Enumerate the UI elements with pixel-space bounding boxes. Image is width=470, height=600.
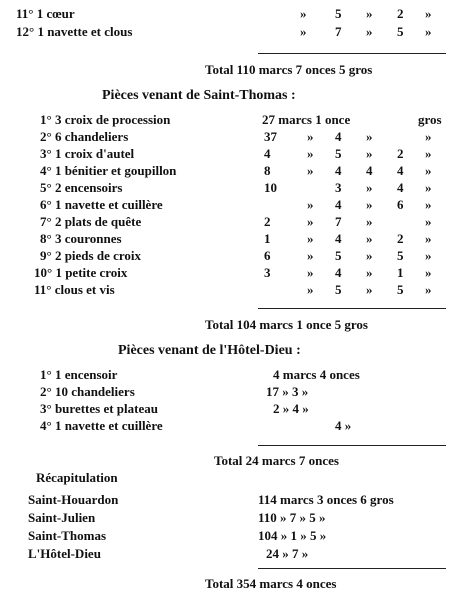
row-label: 4° 1 bénitier et goupillon (40, 163, 177, 178)
row-label: L'Hôtel-Dieu (28, 546, 101, 561)
row-cell: » (425, 163, 432, 178)
row-cell: 27 marcs 1 once (262, 112, 351, 127)
row-cell: 1 (264, 231, 271, 246)
row-cell: 24 » 7 » (266, 546, 309, 561)
row-label: 10° 1 petite croix (34, 265, 128, 280)
row-cell: 2 (397, 6, 404, 21)
section-heading: Récapitulation (36, 470, 118, 485)
row-cell: 6 (264, 248, 271, 263)
row-cell: 2 (397, 146, 404, 161)
row-cell: » (307, 146, 314, 161)
row-cell: 4 (335, 197, 342, 212)
row-label: 8° 3 couronnes (40, 231, 122, 246)
row-cell: » (366, 180, 373, 195)
row-cell: » (307, 129, 314, 144)
row-label: 2° 6 chandeliers (40, 129, 129, 144)
row-cell: » (366, 265, 373, 280)
row-cell: 4 (335, 265, 342, 280)
row-cell: » (425, 6, 432, 21)
row-cell: » (425, 265, 432, 280)
row-cell: 2 (397, 231, 404, 246)
total-rule (258, 568, 446, 569)
row-cell: 10 (264, 180, 277, 195)
row-cell: 5 (397, 24, 404, 39)
row-cell: 4 (397, 163, 404, 178)
row-label: 11° 1 cœur (16, 6, 75, 21)
row-cell: » (307, 282, 314, 297)
row-cell: 5 (335, 282, 342, 297)
row-label: 1° 3 croix de procession (40, 112, 171, 127)
row-cell: 2 » 4 » (273, 401, 309, 416)
row-cell: 4 (397, 180, 404, 195)
section-heading: Pièces venant de l'Hôtel-Dieu : (118, 343, 301, 358)
row-cell: 7 (335, 214, 342, 229)
row-cell: 4 (366, 163, 373, 178)
row-label: 7° 2 plats de quête (40, 214, 142, 229)
row-label: 11° clous et vis (34, 282, 115, 297)
row-cell: 110 » 7 » 5 » (258, 510, 326, 525)
row-cell: » (366, 129, 373, 144)
row-cell: 6 (397, 197, 404, 212)
row-cell: » (366, 146, 373, 161)
row-label: 12° 1 navette et clous (16, 24, 133, 39)
row-label: Saint-Thomas (28, 528, 107, 543)
row-cell: » (425, 214, 432, 229)
row-cell: 104 » 1 » 5 » (258, 528, 327, 543)
row-cell: 3 (264, 265, 271, 280)
row-cell: 114 marcs 3 onces 6 gros (258, 492, 394, 507)
row-cell: 4 » (335, 418, 352, 433)
row-cell: 17 » 3 » (266, 384, 309, 399)
row-label: 3° burettes et plateau (40, 401, 158, 416)
total-rule (258, 308, 446, 309)
row-cell: 5 (397, 282, 404, 297)
row-cell: » (366, 231, 373, 246)
row-cell: » (425, 129, 432, 144)
row-cell: » (307, 231, 314, 246)
total-line: Total 110 marcs 7 onces 5 gros (205, 62, 373, 77)
row-cell: 4 (335, 231, 342, 246)
row-cell: 7 (335, 24, 342, 39)
row-cell: 5 (335, 248, 342, 263)
row-cell: » (366, 6, 373, 21)
row-cell: 5 (335, 146, 342, 161)
row-cell: 4 marcs 4 onces (273, 367, 360, 382)
row-cell: » (366, 24, 373, 39)
row-cell: 8 (264, 163, 271, 178)
row-cell: 2 (264, 214, 271, 229)
row-cell: » (425, 231, 432, 246)
row-cell: 5 (397, 248, 404, 263)
row-label: Saint-Houardon (28, 492, 119, 507)
section-heading: Pièces venant de Saint-Thomas : (102, 88, 296, 103)
row-cell: 4 (335, 129, 342, 144)
row-cell: 4 (264, 146, 271, 161)
row-cell: » (300, 6, 307, 21)
row-cell: » (425, 248, 432, 263)
row-label: 5° 2 encensoirs (40, 180, 123, 195)
row-cell: 5 (335, 6, 342, 21)
row-label: 4° 1 navette et cuillère (40, 418, 163, 433)
row-cell: gros (418, 112, 442, 127)
row-cell: 4 (335, 163, 342, 178)
row-cell: » (307, 265, 314, 280)
total-rule (258, 53, 446, 54)
row-label: Saint-Julien (28, 510, 96, 525)
row-cell: » (300, 24, 307, 39)
total-line: Total 24 marcs 7 onces (214, 453, 339, 468)
row-label: 2° 10 chandeliers (40, 384, 135, 399)
row-cell: » (307, 197, 314, 212)
row-cell: » (366, 197, 373, 212)
row-cell: 1 (397, 265, 404, 280)
row-cell: » (425, 282, 432, 297)
row-cell: » (425, 180, 432, 195)
row-label: 1° 1 encensoir (40, 367, 118, 382)
row-cell: 37 (264, 129, 277, 144)
row-cell: 3 (335, 180, 342, 195)
row-cell: » (307, 214, 314, 229)
total-rule (258, 445, 446, 446)
row-cell: » (307, 163, 314, 178)
row-cell: » (425, 146, 432, 161)
row-label: 3° 1 croix d'autel (40, 146, 135, 161)
row-cell: » (425, 197, 432, 212)
row-label: 9° 2 pieds de croix (40, 248, 142, 263)
row-label: 6° 1 navette et cuillère (40, 197, 163, 212)
row-cell: » (366, 214, 373, 229)
row-cell: » (366, 282, 373, 297)
row-cell: » (366, 248, 373, 263)
row-cell: » (425, 24, 432, 39)
total-line: Total 354 marcs 4 onces (205, 576, 337, 591)
row-cell: » (307, 248, 314, 263)
total-line: Total 104 marcs 1 once 5 gros (205, 317, 368, 332)
